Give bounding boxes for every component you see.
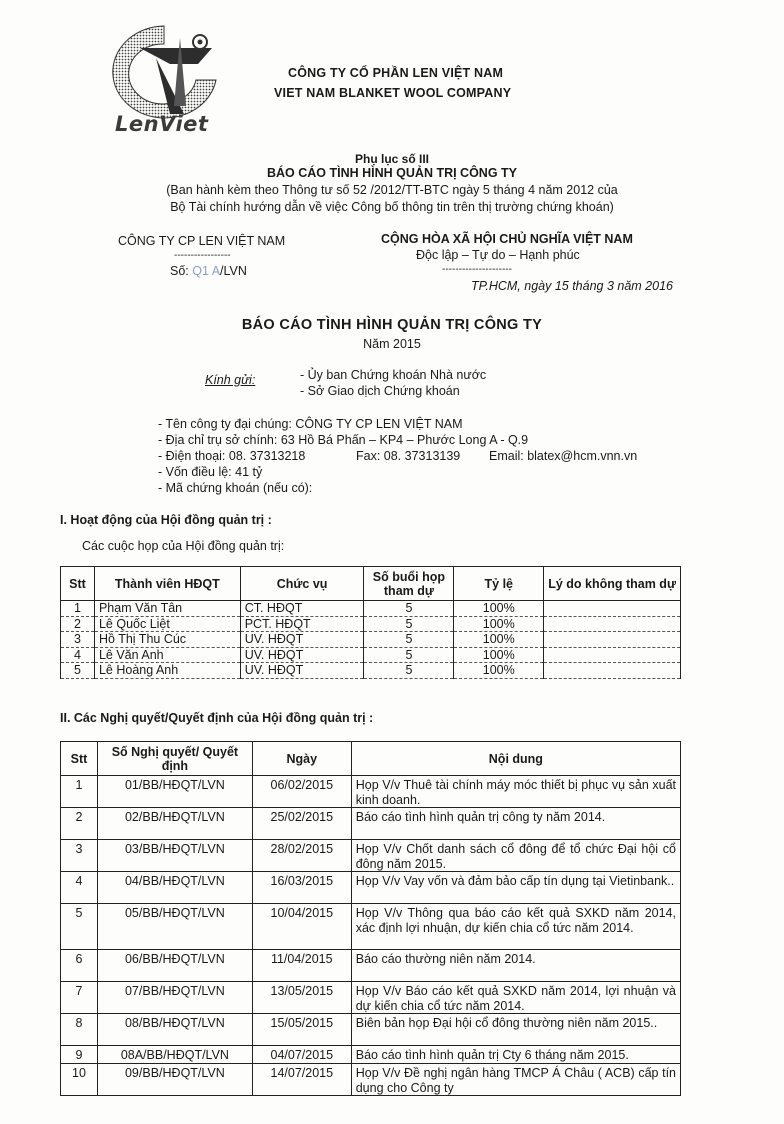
- cell-reason: [544, 647, 681, 663]
- cell-date: 04/07/2015: [252, 1046, 351, 1064]
- cell-reason: [544, 616, 681, 632]
- cell-resolution-number: 02/BB/HĐQT/LVN: [97, 808, 252, 840]
- cell-ratio: 100%: [454, 616, 544, 632]
- cell-meetings: 5: [364, 663, 454, 679]
- cell-content: Báo cáo thường niên năm 2014.: [351, 950, 680, 982]
- appendix-note-line1: (Ban hành kèm theo Thông tư số 52 /2012/TT-BTC ngày 5 tháng 4 năm 2012 của: [166, 183, 618, 197]
- logo-text: LenViet: [115, 112, 209, 136]
- report-date: TP.HCM, ngày 15 tháng 3 năm 2016: [471, 279, 673, 293]
- cell-reason: [544, 632, 681, 648]
- table-row: [61, 1046, 681, 1064]
- cell-date: 06/02/2015: [252, 776, 351, 808]
- report-year: Năm 2015: [363, 337, 421, 351]
- issuer-divider: -----------------: [174, 250, 231, 261]
- col-ratio: Tỷ lệ: [454, 567, 544, 601]
- cell-reason: [544, 663, 681, 679]
- appendix-note-line2: Bộ Tài chính hướng dẫn về việc Công bố thông tin trên thị trường chứng khoán): [170, 200, 614, 214]
- col-stt: Stt: [61, 567, 95, 601]
- cell-content: Họp V/v Thông qua báo cáo kết quả SXKD năm 2014, xác định lợi nhuận, dự kiến chia cổ tức năm 2014.: [351, 904, 680, 950]
- cell-position: UV. HĐQT: [240, 647, 364, 663]
- cell-stt: 4: [61, 647, 95, 663]
- cell-stt: 2: [61, 808, 98, 840]
- recipient-item-1: - Ủy ban Chứng khoán Nhà nước: [300, 368, 487, 382]
- cell-ratio: 100%: [454, 663, 544, 679]
- cell-stt: 3: [61, 840, 98, 872]
- table-row: [61, 872, 681, 904]
- motto-line1: CỘNG HÒA XÃ HỘI CHỦ NGHĨA VIỆT NAM: [381, 232, 633, 246]
- number-suffix: /LVN: [220, 264, 247, 278]
- cell-position: CT. HĐQT: [240, 601, 364, 617]
- table-row: [61, 663, 681, 679]
- table-row: [61, 647, 681, 663]
- cell-resolution-number: 04/BB/HĐQT/LVN: [97, 872, 252, 904]
- cell-ratio: 100%: [454, 632, 544, 648]
- col-reason: Lý do không tham dự: [544, 567, 681, 601]
- table-row: [61, 1064, 681, 1096]
- cell-stt: 5: [61, 904, 98, 950]
- company-name-en: VIET NAM BLANKET WOOL COMPANY: [274, 86, 512, 100]
- appendix-label: Phụ lục số III: [354, 152, 429, 166]
- cell-member: Lê Văn Anh: [94, 647, 240, 663]
- company-name-vn: CÔNG TY CỔ PHẦN LEN VIỆT NAM: [288, 66, 504, 80]
- table-row: [61, 776, 681, 808]
- company-name-line: - Tên công ty đại chúng: CÔNG TY CP LEN VIỆT NAM: [158, 417, 463, 431]
- cell-member: Lê Quốc Liệt: [94, 616, 240, 632]
- cell-stt: 2: [61, 616, 95, 632]
- company-fax: Fax: 08. 37313139: [356, 449, 461, 463]
- table-row: [61, 982, 681, 1014]
- company-phone-line: - Điện thoại: 08. 37313218: [158, 449, 306, 463]
- cell-content: Biên bản họp Đại hội cổ đông thường niên năm 2015..: [351, 1014, 680, 1046]
- cell-stt: 9: [61, 1046, 98, 1064]
- cell-stt: 1: [61, 776, 98, 808]
- cell-resolution-number: 03/BB/HĐQT/LVN: [97, 840, 252, 872]
- resolutions-table: [60, 741, 681, 1096]
- company-email: Email: blatex@hcm.vnn.vn: [489, 449, 638, 463]
- cell-date: 10/04/2015: [252, 904, 351, 950]
- cell-stt: 6: [61, 950, 98, 982]
- motto-line2: Độc lập – Tự do – Hạnh phúc: [416, 248, 580, 262]
- table-row: [61, 950, 681, 982]
- cell-position: UV. HĐQT: [240, 632, 364, 648]
- cell-stt: 1: [61, 601, 95, 617]
- company-capital-line: - Vốn điều lệ: 41 tỷ: [158, 465, 263, 479]
- cell-position: PCT. HĐQT: [240, 616, 364, 632]
- cell-content: Báo cáo tình hình quản trị công ty năm 2014.: [351, 808, 680, 840]
- company-stock-line: - Mã chứng khoán (nếu có):: [158, 481, 313, 495]
- cell-meetings: 5: [364, 647, 454, 663]
- document-number: [170, 264, 247, 278]
- cell-resolution-number: 08/BB/HĐQT/LVN: [97, 1014, 252, 1046]
- cell-meetings: 5: [364, 601, 454, 617]
- issuer-name: CÔNG TY CP LEN VIỆT NAM: [118, 234, 286, 248]
- col-stt: Stt: [61, 742, 98, 776]
- cell-resolution-number: 05/BB/HĐQT/LVN: [97, 904, 252, 950]
- cell-position: UV. HĐQT: [240, 663, 364, 679]
- cell-resolution-number: 09/BB/HĐQT/LVN: [97, 1064, 252, 1096]
- company-address-line: - Địa chỉ trụ sở chính: 63 Hồ Bá Phấn – KP4 – Phước Long A - Q.9: [158, 433, 529, 447]
- cell-stt: 8: [61, 1014, 98, 1046]
- number-value: Q1 A: [192, 264, 221, 278]
- cell-content: Họp V/v Đề nghị ngân hàng TMCP Á Châu ( ACB) cấp tín dụng cho Công ty: [351, 1064, 680, 1096]
- cell-date: 13/05/2015: [252, 982, 351, 1014]
- cell-ratio: 100%: [454, 647, 544, 663]
- cell-resolution-number: 06/BB/HĐQT/LVN: [97, 950, 252, 982]
- cell-content: Họp V/v Báo cáo kết quả SXKD năm 2014, lợi nhuận và dự kiến chia cổ tức năm 2014.: [351, 982, 680, 1014]
- cell-resolution-number: 07/BB/HĐQT/LVN: [97, 982, 252, 1014]
- cell-member: Hồ Thị Thu Cúc: [94, 632, 240, 648]
- appendix-title: BÁO CÁO TÌNH HÌNH QUẢN TRỊ CÔNG TY: [267, 166, 517, 180]
- col-member: Thành viên HĐQT: [94, 567, 240, 601]
- cell-meetings: 5: [364, 632, 454, 648]
- cell-stt: 10: [61, 1064, 98, 1096]
- cell-date: 16/03/2015: [252, 872, 351, 904]
- col-position: Chức vụ: [240, 567, 364, 601]
- cell-date: 25/02/2015: [252, 808, 351, 840]
- cell-content: Họp V/v Vay vốn và đảm bảo cấp tín dụng tại Vietinbank..: [351, 872, 680, 904]
- recipient-item-2: - Sở Giao dịch Chứng khoán: [300, 384, 460, 398]
- cell-content: Báo cáo tình hình quản trị Cty 6 tháng năm 2015.: [351, 1046, 680, 1064]
- col-date: Ngày: [252, 742, 351, 776]
- board-meetings-table: [60, 566, 681, 679]
- cell-member: Lê Hoàng Anh: [94, 663, 240, 679]
- cell-reason: [544, 601, 681, 617]
- cell-stt: 4: [61, 872, 98, 904]
- cell-date: 28/02/2015: [252, 840, 351, 872]
- section2-heading: II. Các Nghị quyết/Quyết định của Hội đồng quản trị :: [60, 711, 374, 725]
- cell-stt: 3: [61, 632, 95, 648]
- number-label: Số:: [170, 264, 189, 278]
- recipients-label: Kính gửi:: [205, 373, 256, 387]
- cell-meetings: 5: [364, 616, 454, 632]
- cell-date: 11/04/2015: [252, 950, 351, 982]
- cell-resolution-number: 01/BB/HĐQT/LVN: [97, 776, 252, 808]
- table-row: [61, 601, 681, 617]
- cell-resolution-number: 08A/BB/HĐQT/LVN: [97, 1046, 252, 1064]
- col-resolution-number: Số Nghị quyết/ Quyết định: [97, 742, 252, 776]
- table-row: [61, 840, 681, 872]
- cell-member: Phạm Văn Tân: [94, 601, 240, 617]
- cell-content: Họp V/v Thuê tài chính máy móc thiết bị phục vụ sản xuất kinh doanh.: [351, 776, 680, 808]
- cell-ratio: 100%: [454, 601, 544, 617]
- table-row: [61, 808, 681, 840]
- section1-heading: I. Hoạt động của Hội đồng quản trị :: [60, 513, 272, 527]
- motto-divider: ---------------------: [442, 264, 512, 275]
- table-row: [61, 632, 681, 648]
- col-meetings: Số buổi họp tham dự: [364, 567, 454, 601]
- report-title: BÁO CÁO TÌNH HÌNH QUẢN TRỊ CÔNG TY: [241, 317, 543, 333]
- table-row: [61, 616, 681, 632]
- cell-content: Họp V/v Chốt danh sách cổ đông để tổ chức Đại hội cổ đông năm 2015.: [351, 840, 680, 872]
- cell-date: 14/07/2015: [252, 1064, 351, 1096]
- table-row: [61, 904, 681, 950]
- cell-stt: 5: [61, 663, 95, 679]
- cell-date: 15/05/2015: [252, 1014, 351, 1046]
- cell-stt: 7: [61, 982, 98, 1014]
- section1-subheading: Các cuộc họp của Hội đồng quản trị:: [82, 539, 285, 553]
- table-row: [61, 1014, 681, 1046]
- col-content: Nội dung: [351, 742, 680, 776]
